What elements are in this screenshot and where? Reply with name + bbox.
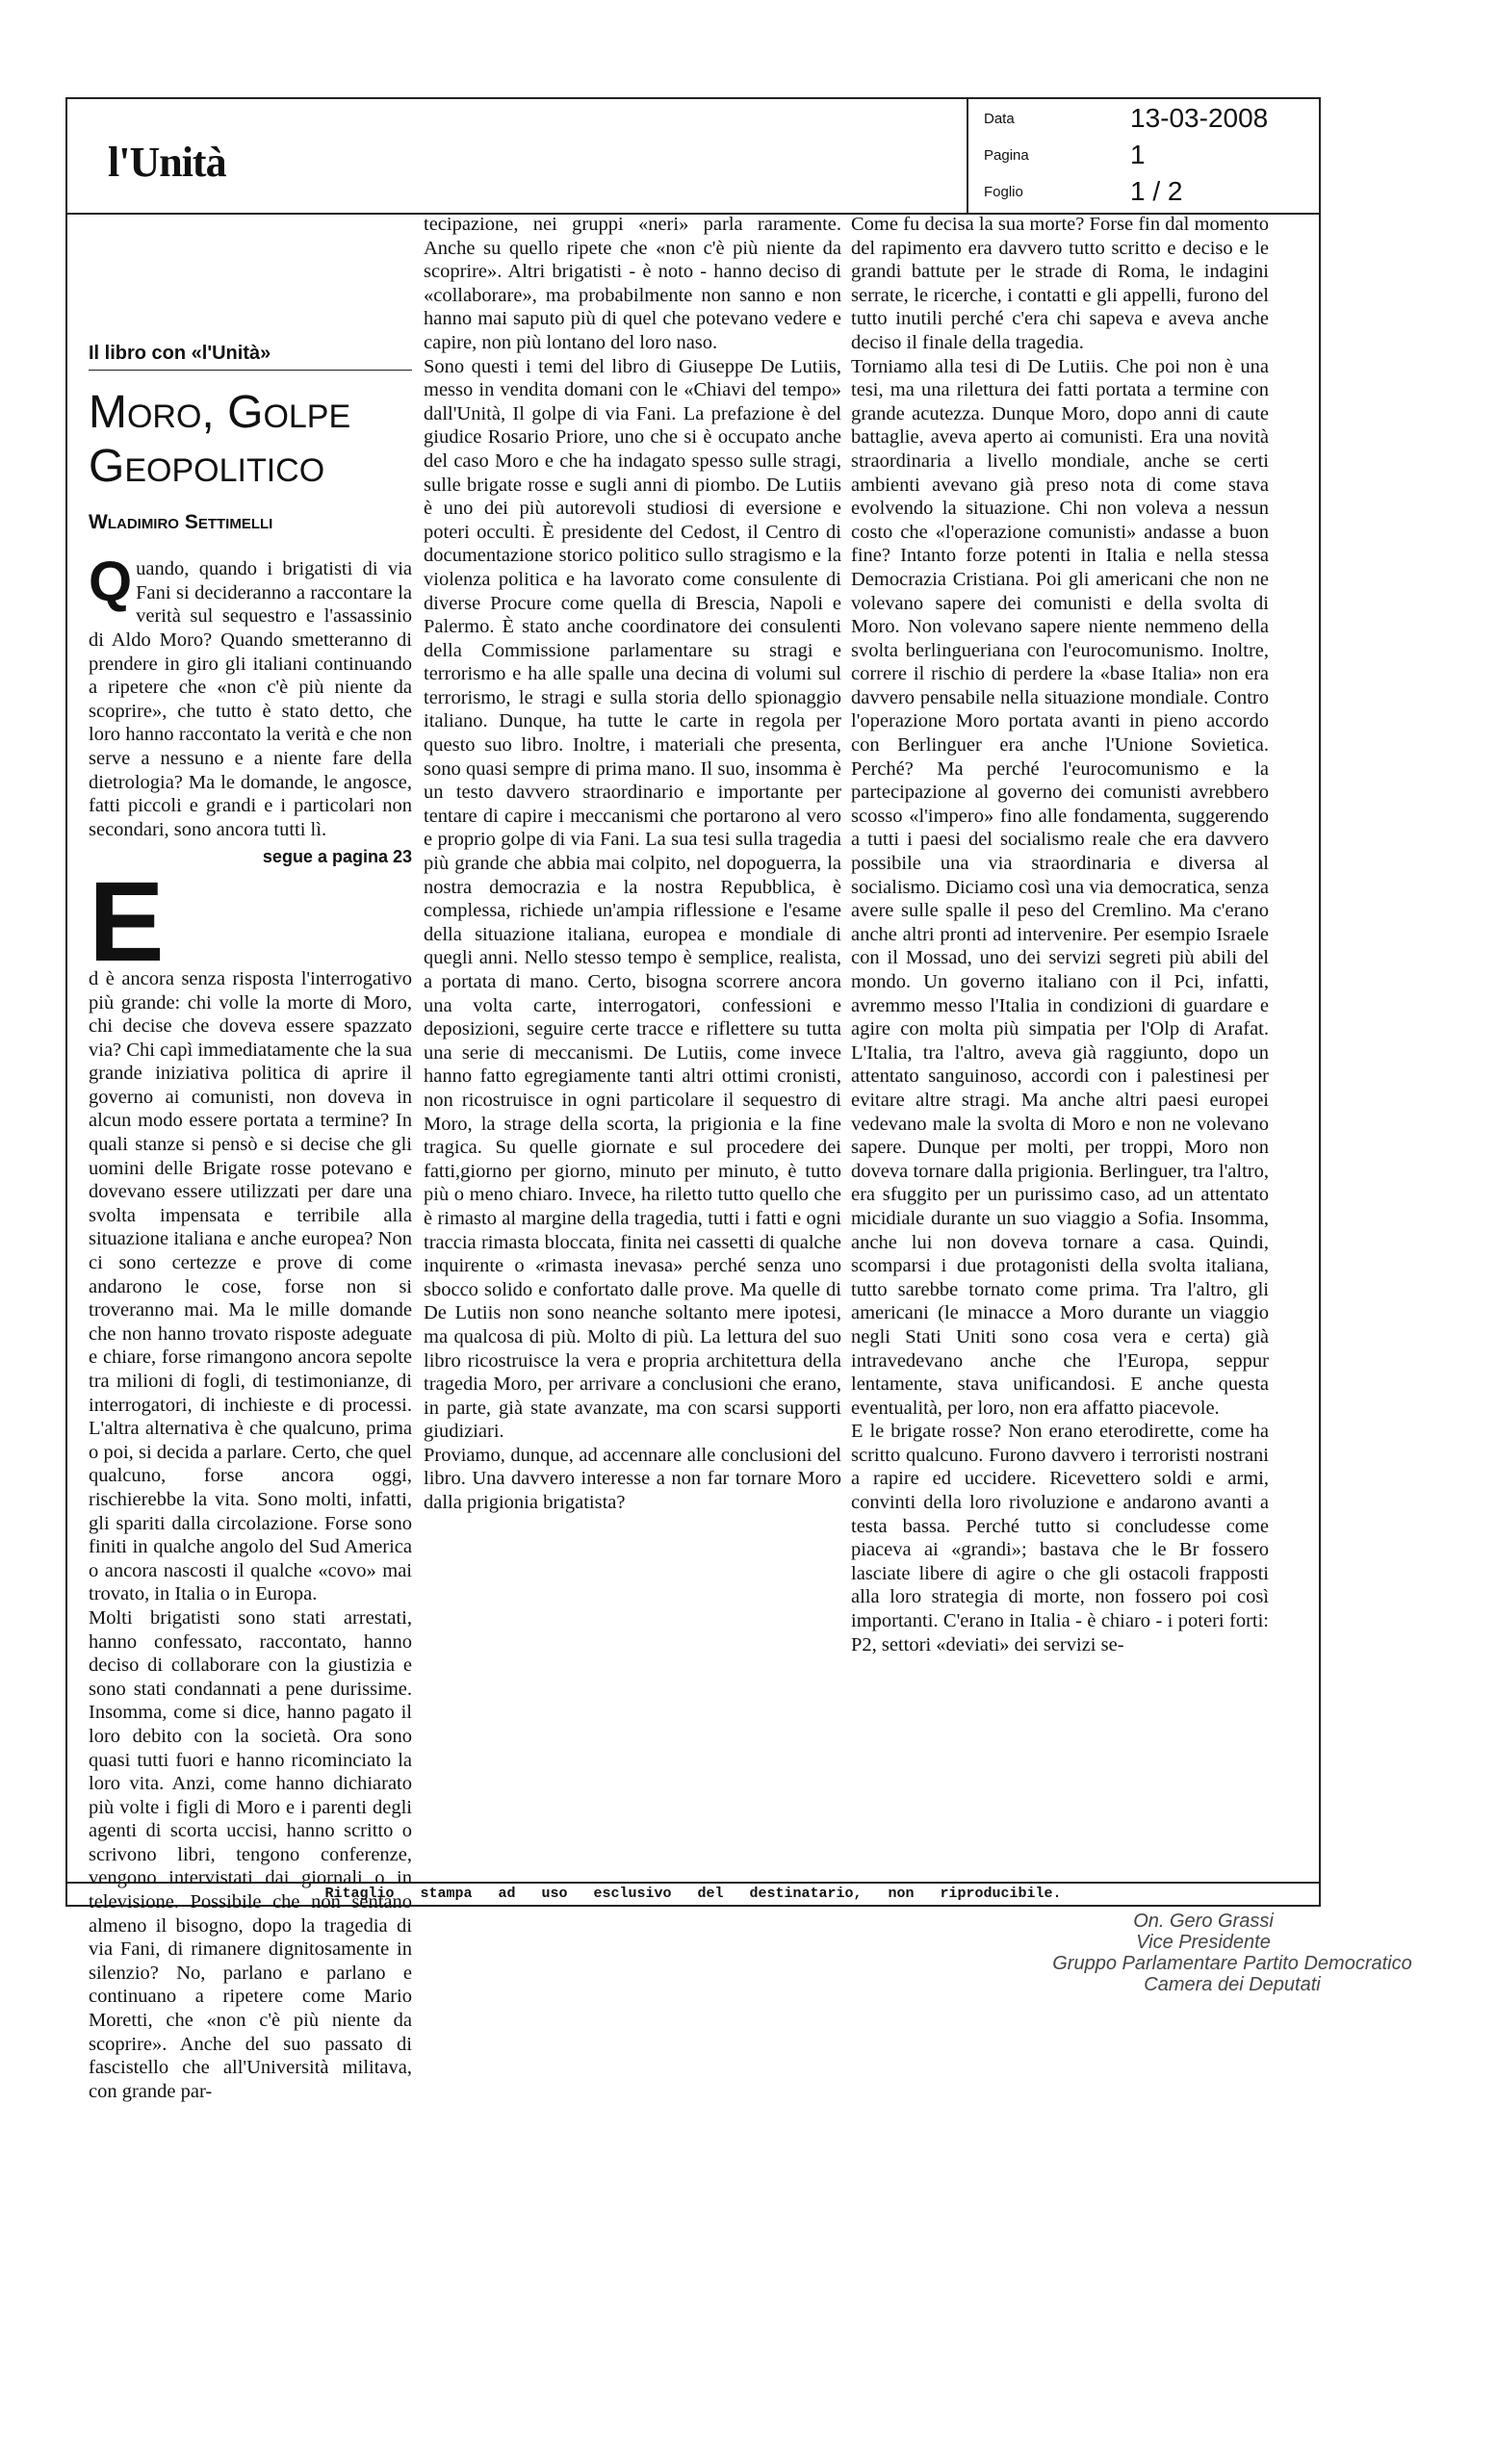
body-paragraph-7: Torniamo alla tesi di De Lutiis. Che poi non è una tesi, ma una rilettura dei fatti portata a termine con grande acutezza. Dunque Moro, dopo anni di caute battaglie, aveva aperto ai comunisti. Era una novità straordinaria a livello mondiale, anche se certi ambienti avevano già preso nota di come stava evolvendo la situazione. Chi non voleva a nessun costo che «l'operazione comunisti» andasse a buon fine? Intanto forze potenti in Italia e nella stessa Democrazia Cristiana. Poi gli americani che non ne volevano sapere dei comunisti e della svolta di Moro. Non volevano sapere niente nemmeno della svolta berlingueriana con l'eurocomunismo. Inoltre, correre il rischio di perdere la «base Italia» non era davvero pensabile nella situazione mondiale. Contro l'operazione Moro portata avanti in pieno accordo con Berlinguer era anche l'Unione Sovietica. Perché? Ma perché l'eurocomunismo e la partecipazione al governo dei comunisti avrebbero scosso «l'impero» fino alle fondamenta, suggerendo a tutti i paesi del socialismo reale che era davvero possibile una via straordinaria e diversa al socialismo. Diciamo così una via democratica, senza avere sulle spalle il peso del Cremlino. Ma c'erano anche altri pronti ad intervenire. Per esempio Israele con il Mossad, uno dei servizi segreti più abili del mondo. Un governo italiano con il Pci, infatti, avremmo messo l'Italia in condizioni di guardare e agire con molta più simpatia per l'Olp di Arafat. L'Italia, tra l'altro, aveva già raggiunto, dopo un attentato sanguinoso, accordi con i palestinesi per evitare altre stragi. Ma anche altri paesi europei vedevano male la svolta di Moro e non ne volevano sapere. Dunque per molti, per troppi, Moro non doveva tornare dalla prigionia. Berlinguer, tra l'altro, era sfuggito per un purissimo caso, ad un attentato micidiale durante un suo viaggio a Sofia. Insomma, anche lui non doveva tornare a casa. Quindi, scomparsi i due protagonisti della svolta italiana, tutto sarebbe tornato come prima. Tra l'altro, gli americani (le minacce a Moro durante un viaggio negli Stati Uniti sono cosa vera e certa) già intravedevano anche che l'Europa, seppur lentamente, stava unificandosi. E anche questa eventualità, per loro, non era affatto piacevole.: [851, 355, 1269, 1419]
section-label: Il libro con «l'Unità»: [89, 342, 412, 371]
body-paragraph-4: Sono questi i temi del libro di Giuseppe De Lutiis, messo in vendita domani con le «Chiavi del tempo» dall'Unità, Il golpe di via Fani. La prefazione è del giudice Rosario Priore, uno che si è occupato anche del caso Moro e che ha indagato spesso sulle stragi, sulle brigate rosse e sugli anni di piombo. De Lutiis è uno dei più autorevoli studiosi di eversione e poteri occulti. È presidente del Cedost, il Centro di documentazione storico politico sullo stragismo e la violenza politica e ha lavorato come consulente di diverse Procure come quella di Brescia, Napoli e Palermo. È stato anche coordinatore dei consulenti della Commissione parlamentare su stragi e terrorismo e ha alle spalle una decina di volumi sul terrorismo, le stragi e sulla storia dello spionaggio italiano. Dunque, ha tutte le carte in regola per questo suo libro. Inoltre, i materiali che presenta, sono quasi sempre di prima mano. Il suo, insomma è un testo davvero straordinario e importante per tentare di capire i meccanismi che portarono al vero e proprio golpe di via Fani. La sua tesi sulla tragedia più grande che abbia mai colpito, nel dopoguerra, la nostra democrazia e la nostra Repubblica, è complessa, richiede un'ampia riflessione e l'esame della situazione italiana, europea e mondiale di quegli anni. Nello stesso tempo è semplice, realista, a portata di mano. Certo, bisogna scorrere ancora una volta carte, interrogatori, confessioni e deposizioni, seguire certe tracce e riflettere su tutta una serie di meccanismi. De Lutiis, come invece hanno fatto egregiamente tanti altri ottimi cronisti, non ricostruisce in ogni particolare il sequestro di Moro, la strage della scorta, la prigionia e la fine tragica. Su quelle giornate e sul procedere dei fatti,giorno per giorno, minuto per minuto, è tutto più o meno chiaro. Invece, ha riletto tutto quello che è rimasto al margine della tragedia, tutti i fatti e ogni traccia rimasta bloccata, finita nei cassetti di qualche inquirente o «rimasta inevasa» perché senza uno sbocco solido e confortato dalle prove. Ma quelle di De Lutiis non sono neanche soltanto mere ipotesi, ma qualcosa di più. Molto di più. La lettura del suo libro ricostruisce la vera e propria architettura della tragedia Moro, per arrivare a conclusioni che erano, in parte, già state avanzate, ma con scarsi supporti giudiziari.: [424, 355, 841, 1443]
stamp-chamber: Camera dei Deputati: [1144, 1974, 1321, 1995]
article-headline: Moro, Golpe Geopolitico: [89, 386, 351, 492]
sheet-value: 1 / 2: [1130, 176, 1183, 206]
meta-date-row: [968, 99, 1323, 136]
newspaper-logo: l'Unità: [108, 139, 226, 186]
meta-sheet-row: [968, 172, 1323, 209]
clipping-meta: [967, 99, 1323, 213]
date-value: 13-03-2008: [1130, 103, 1269, 133]
body-paragraph-8: E le brigate rosse? Non erano eterodirette, come ha scritto qualcuno. Furono davvero i terroristi nostrani a rapire ed uccidere. Ricevettero soldi e armi, convinti della loro rivoluzione e andarono avanti a testa bassa. Perché tutto si concludesse come piaceva ai «grandi»; bastava che le Br fossero lasciate libere di agire o che gli ostacoli frapposti alla loro strategia di morte, non fossero poi così importanti. C'erano in Italia - è chiaro - i poteri forti: P2, settori «deviati» dei servizi se-: [851, 1421, 1269, 1656]
masthead: [67, 99, 1319, 215]
continued-note: segue a pagina 23: [262, 847, 412, 867]
body-dropcap: E: [89, 858, 165, 986]
stamp-group: Gruppo Parlamentare Partito Democratico: [1052, 1953, 1412, 1974]
body-paragraph-5: Proviamo, dunque, ad accennare alle conclusioni del libro. Una davvero interesse a non far tornare Moro dalla prigionia brigatista?: [424, 1444, 841, 1514]
page-label: Pagina: [984, 147, 1029, 164]
body-paragraph-3: tecipazione, nei gruppi «neri» parla raramente. Anche su quello ripete che «non c'è più niente da scoprire». Altri brigatisti - è noto - hanno deciso di «collaborare», ma probabilmente non sanno e non hanno mai saputo più di quel che potevano vedere e capire, non più lontano del loro naso.: [424, 214, 841, 353]
article-column-1: [89, 213, 412, 2103]
body-paragraph-1: d è ancora senza risposta l'interrogativo più grande: chi volle la morte di Moro, chi decise che doveva essere spazzato via? Chi capì immediatamente che la sua grande iniziativa politica di aprire il governo ai comunisti, non doveva in alcun modo essere portata a termine? In quali stanze si pensò e si decise che gli uomini delle Brigate rosse potevano e dovevano essere utilizzati per dare una svolta impensata e terribile alla situazione italiana e anche europea? Non ci sono certezze e prove di come andarono le cose, forse non si troveranno mai. Ma le mille domande che non hanno trovato risposte adeguate e chiare, forse rimangono ancora sepolte tra milioni di fogli, di testimonianze, di interrogatori, di inchieste e di processi. L'altra alternativa è che qualcuno, prima o poi, si decida a parlare. Certo, che quel qualcuno, forse ancora oggi, rischierebbe la vita. Sono molti, infatti, gli spariti dalla circolazione. Forse sono finiti in qualche angolo del Sud America o ancora nascosti il qualche «covo» mai trovato, in Italia o in Europa.: [89, 967, 412, 1605]
clipping-notice: Ritaglio stampa ad uso esclusivo del destinatario, non riproducibile.: [67, 1882, 1319, 1905]
intro-dropcap: Q: [89, 551, 133, 614]
parliamentary-stamp: [1052, 1911, 1412, 1995]
meta-page-row: [968, 136, 1323, 172]
body-paragraph-6: Come fu decisa la sua morte? Forse fin dal momento del rapimento era davvero tutto scritto e deciso e le grandi battute per le strade di Roma, le indagini serrate, le ricerche, i contatti e gli appelli, furono del tutto inutili perché c'era chi sapeva e aveva anche deciso il finale della tragedia.: [851, 214, 1269, 353]
date-label: Data: [984, 111, 1015, 127]
article-column-3: [851, 213, 1269, 1656]
article-column-2: [424, 213, 841, 1515]
sheet-label: Foglio: [984, 184, 1023, 200]
stamp-role: Vice Presidente: [1136, 1932, 1271, 1953]
stamp-name: On. Gero Grassi: [1133, 1911, 1274, 1932]
body-paragraph-2: Molti brigatisti sono stati arrestati, hanno confessato, raccontato, hanno deciso di collaborare con la giustizia e sono stati condannati a pene durissime. Insomma, come si dice, hanno pagato il loro debito con la società. Ora sono quasi tutti fuori e hanno ricominciato la loro vita. Anzi, come hanno dichiarato più volte i figli di Moro e i parenti degli agenti di scorta uccisi, hanno scritto o scrivono libri, tengono conferenze, vengono intervistati dai giornali o in televisione. Possibile che non sentano almeno il bisogno, dopo la tragedia di via Fani, di rimanere dignitosamente in silenzio? No, parlano e parlano e continuano a ripetere come Mario Moretti, che «non c'è più niente da scoprire». Anche del suo passato di fascistello che all'Università militava, con grande par-: [89, 1606, 412, 2102]
article-byline: Wladimiro Settimelli: [89, 510, 273, 533]
intro-paragraph: [89, 551, 412, 841]
intro-text: uando, quando i brigatisti di via Fani si decideranno a raccontare la verità sul sequestro e l'assassinio di Aldo Moro? Quando smetteranno di prendere in giro gli italiani continuando a ripetere che «non c'è più niente da scoprire», che tutto è stato detto, che loro hanno raccontato la verità e che non serve a nessuno e a niente fare della dietrologia? Ma le domande, le angosce, fatti piccoli e grandi e i particolari non secondari, sono ancora tutti lì.: [89, 558, 412, 840]
page-value: 1: [1130, 140, 1146, 169]
